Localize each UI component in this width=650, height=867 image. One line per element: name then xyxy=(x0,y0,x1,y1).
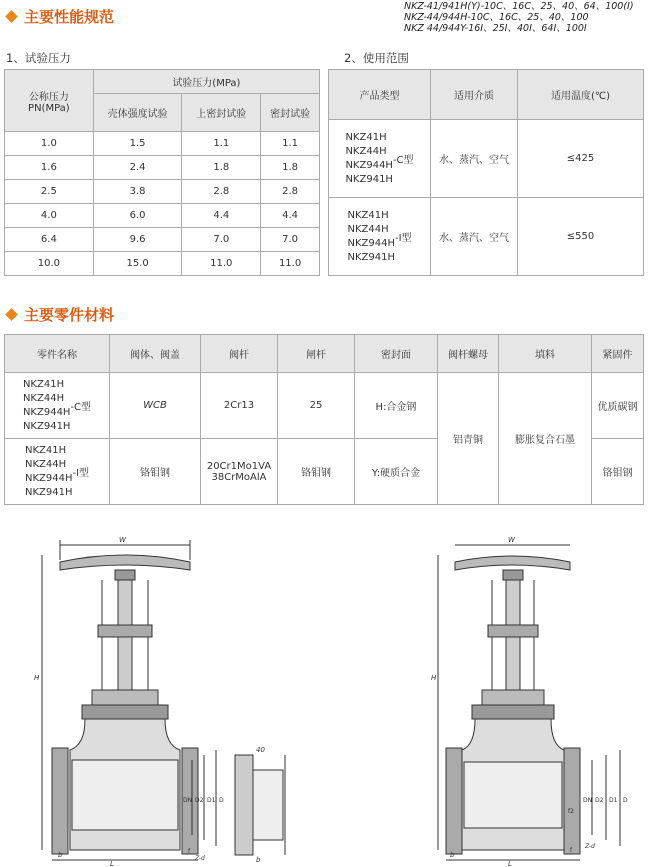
dim-zd: Z-d xyxy=(195,855,205,862)
usage-type-c xyxy=(329,120,431,198)
dim-t: 40 xyxy=(256,746,265,754)
table-cell: 4.4 xyxy=(261,204,320,228)
cell-body-c: WCB xyxy=(110,373,201,439)
dim-w: W xyxy=(119,536,126,544)
dim-d: D xyxy=(623,797,628,804)
test-pressure-rows xyxy=(5,132,320,276)
materials-table xyxy=(4,334,644,505)
model-name: NKZ941H xyxy=(24,486,73,498)
test-pressure-row xyxy=(5,156,320,180)
usage-title: 2、使用范围 xyxy=(344,51,409,65)
table-cell: 6.4 xyxy=(5,228,94,252)
header-nut: 阀杆螺母 xyxy=(438,335,499,373)
cell-fastener-i: 铬钼钢 xyxy=(592,439,644,505)
header-nominal xyxy=(5,70,94,132)
usage-row-i xyxy=(329,198,644,276)
dim-f2: f2 xyxy=(568,808,574,815)
dim-d2: D2 xyxy=(195,797,204,804)
table-cell: 2.8 xyxy=(182,180,261,204)
header-stem: 阀杆 xyxy=(201,335,278,373)
model-name: NKZ44H xyxy=(24,458,67,470)
model-name: NKZ944H xyxy=(22,406,71,418)
cell-stem-i xyxy=(201,439,278,505)
dim-d1: D1 xyxy=(609,797,618,804)
type-suffix: -Ⅰ型 xyxy=(72,468,90,479)
table-cell: 3.8 xyxy=(93,180,182,204)
usage-medium-c: 水、蒸汽、空气 xyxy=(431,120,518,198)
test-pressure-row xyxy=(5,132,320,156)
table-cell: 9.6 xyxy=(93,228,182,252)
model-line-2: NKZ-44/944H-10C、16C、25、40、100 xyxy=(404,12,589,23)
valve-drawing-welded xyxy=(430,530,650,867)
stem-material-1: 20Cr1Mo1VA xyxy=(206,460,272,472)
dim-l: L xyxy=(508,860,512,867)
model-list xyxy=(404,1,634,34)
section-title: 主要性能规范 xyxy=(24,8,115,26)
test-pressure-row xyxy=(5,204,320,228)
table-cell: 7.0 xyxy=(182,228,261,252)
cell-seal-c: H:合金钢 xyxy=(355,373,438,439)
usage-type-i xyxy=(329,198,431,276)
dim-d2: D2 xyxy=(595,797,604,804)
table-cell: 1.0 xyxy=(5,132,94,156)
dim-d1: D1 xyxy=(207,797,216,804)
table-cell: 10.0 xyxy=(5,252,94,276)
header-seal: 密封试验 xyxy=(261,94,320,132)
table-cell: 7.0 xyxy=(261,228,320,252)
materials-type-i xyxy=(5,439,110,505)
table-cell: 2.5 xyxy=(5,180,94,204)
test-pressure-row xyxy=(5,180,320,204)
section-heading-performance xyxy=(5,6,114,27)
diamond-bullet-icon xyxy=(5,308,18,321)
header-gate: 闸杆 xyxy=(278,335,355,373)
table-cell: 1.6 xyxy=(5,156,94,180)
cell-gate-i: 铬钼钢 xyxy=(278,439,355,505)
header-upper: 上密封试验 xyxy=(182,94,261,132)
test-pressure-title: 1、试验压力 xyxy=(6,51,71,65)
header-temp: 适用温度(℃) xyxy=(518,70,644,120)
table-cell: 11.0 xyxy=(182,252,261,276)
dim-d: D xyxy=(219,797,224,804)
model-line-1: NKZ-41/941H(Y)-10C、16C、25、40、64、100(Ⅰ) xyxy=(404,1,634,12)
model-name: NKZ941H xyxy=(347,251,395,263)
table-cell: 1.5 xyxy=(93,132,182,156)
materials-type-c xyxy=(5,373,110,439)
model-name: NKZ44H xyxy=(345,145,387,157)
dim-dn: DN xyxy=(583,797,593,804)
table-cell: 2.8 xyxy=(261,180,320,204)
type-suffix: -Ⅰ型 xyxy=(394,233,412,244)
cell-gate-c: 25 xyxy=(278,373,355,439)
section-title: 主要零件材料 xyxy=(24,306,115,324)
cell-fastener-c: 优质碳钢 xyxy=(592,373,644,439)
model-line-3: NKZ 44/944Y-16Ⅰ、25Ⅰ、40Ⅰ、64Ⅰ、100Ⅰ xyxy=(404,23,587,34)
header-nominal-unit: PN(MPa) xyxy=(28,102,70,114)
dim-zd: Z-d xyxy=(585,843,595,850)
header-part: 零件名称 xyxy=(5,335,110,373)
diamond-bullet-icon xyxy=(5,10,18,23)
valve-drawing-flanged xyxy=(30,530,330,867)
table-cell: 1.8 xyxy=(261,156,320,180)
cell-packing: 膨胀复合石墨 xyxy=(499,373,592,505)
table-cell: 15.0 xyxy=(93,252,182,276)
header-fastener: 紧固件 xyxy=(592,335,644,373)
cell-stem-c: 2Cr13 xyxy=(201,373,278,439)
type-suffix: -C型 xyxy=(70,402,92,413)
dim-f: f xyxy=(570,847,573,854)
dim-b: b xyxy=(58,851,63,859)
table-cell: 11.0 xyxy=(261,252,320,276)
test-pressure-row xyxy=(5,228,320,252)
header-seal: 密封面 xyxy=(355,335,438,373)
usage-temp-i: ≤550 xyxy=(518,198,644,276)
header-body: 阀体、阀盖 xyxy=(110,335,201,373)
header-medium: 适用介质 xyxy=(431,70,518,120)
materials-row-c xyxy=(5,373,644,439)
test-pressure-row xyxy=(5,252,320,276)
table-cell: 4.0 xyxy=(5,204,94,228)
table-cell: 1.1 xyxy=(261,132,320,156)
dim-h: H xyxy=(431,674,437,682)
cell-seal-i: Y:硬质合金 xyxy=(355,439,438,505)
handwheel-icon xyxy=(455,556,570,570)
materials-header xyxy=(5,335,644,373)
model-name: NKZ941H xyxy=(345,173,393,185)
dim-w: W xyxy=(508,536,515,544)
dim-f: f xyxy=(188,848,191,855)
table-cell: 4.4 xyxy=(182,204,261,228)
dim-b-detail: b xyxy=(256,856,261,864)
cell-body-i: 铬钼钢 xyxy=(110,439,201,505)
model-name: NKZ41H xyxy=(24,444,67,456)
dim-l: L xyxy=(110,860,114,867)
cell-nut: 铝青铜 xyxy=(438,373,499,505)
table-cell: 1.1 xyxy=(182,132,261,156)
model-name: NKZ944H xyxy=(347,237,395,249)
section-heading-materials xyxy=(5,304,114,325)
table-cell: 2.4 xyxy=(93,156,182,180)
model-name: NKZ41H xyxy=(345,131,387,143)
table-cell: 1.8 xyxy=(182,156,261,180)
header-nominal-label: 公称压力 xyxy=(28,91,69,103)
usage-medium-i: 水、蒸汽、空气 xyxy=(431,198,518,276)
handwheel-icon xyxy=(60,555,190,570)
table-cell: 6.0 xyxy=(93,204,182,228)
model-name: NKZ944H xyxy=(345,159,393,171)
usage-row-c xyxy=(329,120,644,198)
type-suffix: -C型 xyxy=(392,155,414,166)
dim-b: b xyxy=(450,851,455,859)
header-shell: 壳体强度试验 xyxy=(93,94,182,132)
header-group: 试验压力(MPa) xyxy=(93,70,319,94)
model-name: NKZ41H xyxy=(347,209,389,221)
model-name: NKZ44H xyxy=(22,392,65,404)
model-name: NKZ41H xyxy=(22,378,65,390)
dim-dn: DN xyxy=(183,797,193,804)
usage-table xyxy=(328,69,644,276)
model-name: NKZ44H xyxy=(347,223,389,235)
model-name: NKZ944H xyxy=(24,472,73,484)
model-name: NKZ941H xyxy=(22,420,71,432)
header-type: 产品类型 xyxy=(329,70,431,120)
test-pressure-table xyxy=(4,69,320,276)
dim-h: H xyxy=(34,674,40,682)
header-packing: 填料 xyxy=(499,335,592,373)
stem-material-2: 38CrMoAlA xyxy=(211,471,267,483)
usage-temp-c: ≤425 xyxy=(518,120,644,198)
